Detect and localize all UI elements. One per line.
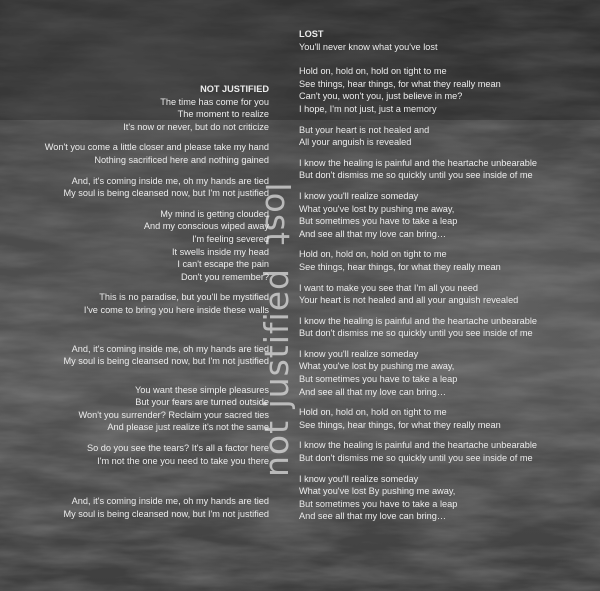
- song-title-not-justified: NOT JUSTIFIED: [200, 84, 269, 94]
- lyric-line: But don't dismiss me so quickly until you see inside of me: [299, 170, 533, 181]
- lyric-stanza: [45, 384, 269, 434]
- lyric-line: I know you'll realize someday: [299, 190, 419, 201]
- lyric-stanza: [299, 190, 537, 240]
- lyric-line: What you've lost By pushing me away,: [299, 486, 456, 497]
- lyric-line: I want to make you see that I'm all you need: [299, 282, 478, 293]
- lyric-stanza: [45, 495, 269, 520]
- lyric-line: So do you see the tears? It's all a factor here: [86, 443, 269, 454]
- lyric-line: But don't dismiss me so quickly until you see inside of me: [299, 453, 533, 464]
- lyric-stanza: [299, 315, 537, 340]
- lyric-line: But sometimes you have to take a leap: [299, 498, 458, 509]
- lyric-line: The time has come for you: [160, 96, 269, 107]
- lyric-line: My mind is getting clouded: [160, 208, 269, 219]
- song-title-lost: LOST: [299, 29, 324, 39]
- lyric-line: I hope, I'm not just, just a memory: [299, 103, 437, 114]
- lyric-line: It swells inside my head: [171, 246, 269, 257]
- lyric-line: Hold on, hold on, hold on tight to me: [299, 249, 447, 260]
- lyric-line: And please just realize it's not the same: [107, 422, 269, 433]
- lyric-line: I know you'll realize someday: [299, 348, 419, 359]
- lyric-line: And, it's coming inside me, oh my hands are tied: [71, 496, 269, 507]
- lyric-line: Your heart is not healed and all your anguish revealed: [299, 295, 519, 306]
- lyric-line: You want these simple pleasures: [135, 384, 269, 395]
- lyric-stanza: [299, 282, 537, 307]
- lyric-line: My soul is being cleansed now, but I'm not justified: [63, 356, 269, 367]
- lyric-stanza: [45, 442, 269, 467]
- lyric-stanza: [299, 65, 537, 115]
- lyric-line: What you've lost by pushing me away,: [299, 361, 455, 372]
- lost-lyrics: [299, 28, 537, 523]
- lyric-line: I can't escape the pain: [177, 259, 269, 270]
- lyric-stanza: [299, 124, 537, 149]
- lyric-stanza: [299, 248, 537, 273]
- vertical-title-not-justified: not justified: [257, 268, 296, 477]
- lyric-line: I'm feeling severed: [192, 233, 269, 244]
- lyric-line: Don't you remember?: [180, 271, 269, 282]
- lyric-line: See things, hear things, for what they really mean: [299, 78, 501, 89]
- lyric-stanza: [45, 291, 269, 316]
- lyric-line: Nothing sacrificed here and nothing gained: [94, 154, 269, 165]
- lyric-line: What you've lost by pushing me away,: [299, 203, 455, 214]
- not-justified-lyrics: [45, 83, 269, 520]
- lyric-line: The moment to realize: [177, 109, 269, 120]
- lyric-line: But don't dismiss me so quickly until you see inside of me: [299, 328, 533, 339]
- lyric-line: I know the healing is painful and the heartache unbearable: [299, 315, 538, 326]
- lyric-stanza: [299, 473, 537, 523]
- lyric-stanza: [299, 157, 537, 182]
- lyric-line: And see all that my love can bring…: [299, 386, 447, 397]
- lyric-stanza: [299, 439, 537, 464]
- lyric-line: Won't you surrender? Reclaim your sacred ties: [78, 409, 269, 420]
- lyric-stanza: [299, 348, 537, 398]
- lyric-line: All your anguish is revealed: [299, 137, 412, 148]
- lyric-line: But sometimes you have to take a leap: [299, 374, 458, 385]
- lyric-line: But your heart is not healed and: [299, 124, 430, 135]
- lyric-line: And see all that my love can bring…: [299, 228, 447, 239]
- lyric-line: See things, hear things, for what they really mean: [299, 419, 501, 430]
- lyric-line: Hold on, hold on, hold on tight to me: [299, 66, 447, 77]
- vertical-title-lost: lost: [258, 182, 297, 247]
- lyric-stanza: [45, 96, 269, 134]
- lyric-line: I know the healing is painful and the heartache unbearable: [299, 157, 538, 168]
- lyric-stanza: [299, 406, 537, 431]
- lyric-line: And see all that my love can bring…: [299, 511, 447, 522]
- lyric-line: And, it's coming inside me, oh my hands are tied: [71, 175, 269, 186]
- lyric-stanza: [45, 175, 269, 200]
- lyric-line: It's now or never, but do not criticize: [123, 121, 269, 132]
- lyric-line: But your fears are turned outside: [135, 397, 269, 408]
- lyric-stanza: [45, 141, 269, 166]
- lyric-line: I'm not the one you need to take you there: [97, 455, 269, 466]
- lyric-stanza: [45, 343, 269, 368]
- lyric-stanza: [299, 41, 537, 54]
- lyric-line: My soul is being cleansed now, but I'm not justified: [63, 508, 269, 519]
- lyric-line: Hold on, hold on, hold on tight to me: [299, 407, 447, 418]
- lyric-line: You'll never know what you've lost: [299, 41, 438, 52]
- lyric-line: And, it's coming inside me, oh my hands are tied: [71, 343, 269, 354]
- lyric-line: Won't you come a little closer and please take my hand: [44, 142, 269, 153]
- lyric-line: But sometimes you have to take a leap: [299, 216, 458, 227]
- lyric-line: This is no paradise, but you'll be mystified: [99, 292, 269, 303]
- lyric-line: And my conscious wiped away: [143, 221, 269, 232]
- lyric-line: My soul is being cleansed now, but I'm not justified: [63, 188, 269, 199]
- lyric-line: See things, hear things, for what they really mean: [299, 261, 501, 272]
- lyric-line: I know the healing is painful and the heartache unbearable: [299, 440, 538, 451]
- lyric-stanza: [45, 208, 269, 284]
- lyric-line: I know you'll realize someday: [299, 473, 419, 484]
- lyric-line: I've come to bring you here inside these walls: [83, 304, 269, 315]
- lyric-line: Can't you, won't you, just believe in me?: [299, 91, 463, 102]
